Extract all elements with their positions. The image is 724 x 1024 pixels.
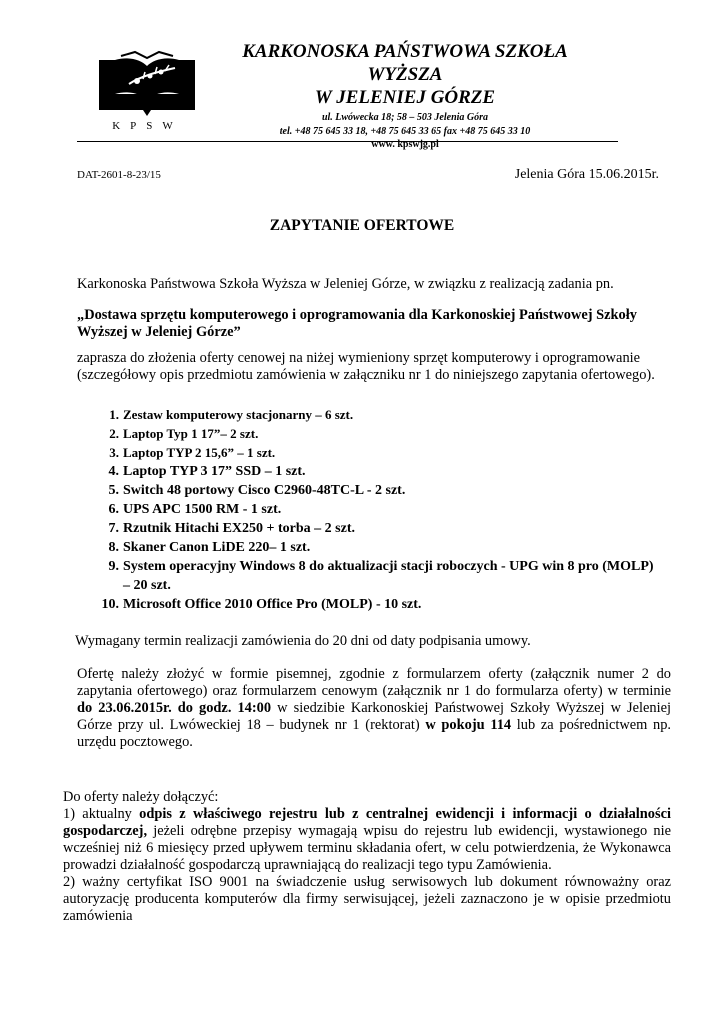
item-number: 8. <box>108 540 119 555</box>
book-logo-icon <box>95 50 200 120</box>
attachments-heading: Do oferty należy dołączyć: <box>63 789 219 805</box>
item-text: Microsoft Office 2010 Office Pro (MOLP) - 10 szt. <box>123 597 422 612</box>
list-item <box>95 443 655 462</box>
item-number: 3. <box>109 445 119 460</box>
attachment-bold-text: odpis z właściwego rejestru lub z centralnej ewidencji i informacji o działalności gospodarczej, <box>63 806 671 839</box>
school-name-line1: KARKONOSKA PAŃSTWOWA SZKOŁA WYŻSZA <box>242 41 568 85</box>
offer-room: w pokoju 114 <box>425 717 512 733</box>
item-text: System operacyjny Windows 8 do aktualizacji stacji roboczych - UPG win 8 pro (MOLP) – 20 szt. <box>123 559 654 593</box>
items-list <box>95 405 655 614</box>
list-item <box>95 519 655 538</box>
offer-deadline: do 23.06.2015r. do godz. 14:00 <box>77 700 272 716</box>
item-text: Rzutnik Hitachi EX250 + torba – 2 szt. <box>123 521 355 536</box>
intro-paragraph: Karkonoska Państwowa Szkoła Wyższa w Jeleniej Górze, w związku z realizacją zadania pn. <box>77 276 614 292</box>
offer-paragraph <box>77 666 671 751</box>
attachment-text: 1) aktualny <box>63 806 140 822</box>
invitation-paragraph: zaprasza do złożenia oferty cenowej na niżej wymieniony sprzęt komputerowy i oprogramowanie (szczegółowy opis przedmiotu zamówienia w załączniku nr 1 do niniejszego zapytania ofertowego). <box>77 350 655 383</box>
item-text: Laptop Typ 1 17”– 2 szt. <box>123 426 259 441</box>
deadline-paragraph: Wymagany termin realizacji zamówienia do 20 dni od daty podpisania umowy. <box>75 633 531 649</box>
list-item <box>95 405 655 424</box>
list-item <box>95 557 655 595</box>
list-item <box>95 500 655 519</box>
item-text: Switch 48 portowy Cisco C2960-48TC-L - 2 szt. <box>123 483 406 498</box>
item-text: Zestaw komputerowy stacjonarny – 6 szt. <box>123 407 354 422</box>
item-text: UPS APC 1500 RM - 1 szt. <box>123 502 282 517</box>
school-logo <box>95 50 200 136</box>
header-divider <box>77 141 618 142</box>
item-text: Laptop TYP 3 17” SSD – 1 szt. <box>123 464 306 479</box>
item-number: 6. <box>108 502 119 517</box>
school-website: www. kpswjg.pl <box>371 139 439 150</box>
item-number: 1. <box>109 407 119 422</box>
document-date: Jelenia Góra 15.06.2015r. <box>514 167 659 182</box>
list-item <box>95 424 655 443</box>
attachments-section <box>63 789 671 925</box>
school-address: ul. Lwówecka 18; 58 – 503 Jelenia Góra <box>321 112 489 123</box>
document-title: ZAPYTANIE OFERTOWE <box>269 217 455 234</box>
attachment-text: jeżeli odrębne przepisy wymagają wpisu do rejestru lub ewidencji, wystawionego nie wcześniej niż 6 miesięcy przed upływem terminu składania ofert, w celu potwierdzenia, że Wykonawca prowadzi działalność gospodarczą uprawniającą do realizacji tego typu Zamówienia. <box>63 823 671 873</box>
reference-number: DAT-2601-8-23/15 <box>77 169 161 181</box>
attachment-item-1 <box>63 806 671 874</box>
offer-text: Ofertę należy złożyć w formie pisemnej, zgodnie z formularzem oferty (załącznik numer 2 do zapytania ofertowego) oraz formularzem cenowym (załącznik nr 1 do formularza oferty) w terminie <box>77 666 671 699</box>
task-name: „Dostawa sprzętu komputerowego i oprogramowania dla Karkonoskiej Państwowej Szkoły Wyższej w Jeleniej Górze” <box>77 307 637 340</box>
list-item <box>95 462 655 481</box>
attachment-item-2: 2) ważny certyfikat ISO 9001 na świadczenie usług serwisowych lub dokument równoważny oraz autoryzację producenta komputerów dla firmy serwisującej, jeżeli zaznaczono je w opisie przedmiotu zamówienia <box>63 874 671 924</box>
item-number: 2. <box>109 426 119 441</box>
list-item <box>95 595 655 614</box>
school-name-line2: W JELENIEJ GÓRZE <box>314 87 496 108</box>
offer-text: w siedzibie Karkonoskiej Państwowej Szkoły Wyższej w Jeleniej Górze przy ul. Lwóweckiej 18 – budynek nr 1 (rektorat) <box>77 700 671 733</box>
logo-letters: KPSW <box>112 120 183 132</box>
item-number: 4. <box>108 464 119 479</box>
item-number: 5. <box>108 483 119 498</box>
item-text: Laptop TYP 2 15,6” – 1 szt. <box>123 445 276 460</box>
letterhead <box>205 40 605 151</box>
list-item <box>95 481 655 500</box>
offer-text: lub za pośrednictwem np. urzędu pocztowego. <box>77 717 671 750</box>
list-item <box>95 538 655 557</box>
item-number: 7. <box>108 521 119 536</box>
item-number: 10. <box>101 597 119 612</box>
item-text: Skaner Canon LiDE 220– 1 szt. <box>123 540 311 555</box>
school-phones: tel. +48 75 645 33 18, +48 75 645 33 65 fax +48 75 645 33 10 <box>279 126 531 137</box>
item-number: 9. <box>108 559 119 574</box>
